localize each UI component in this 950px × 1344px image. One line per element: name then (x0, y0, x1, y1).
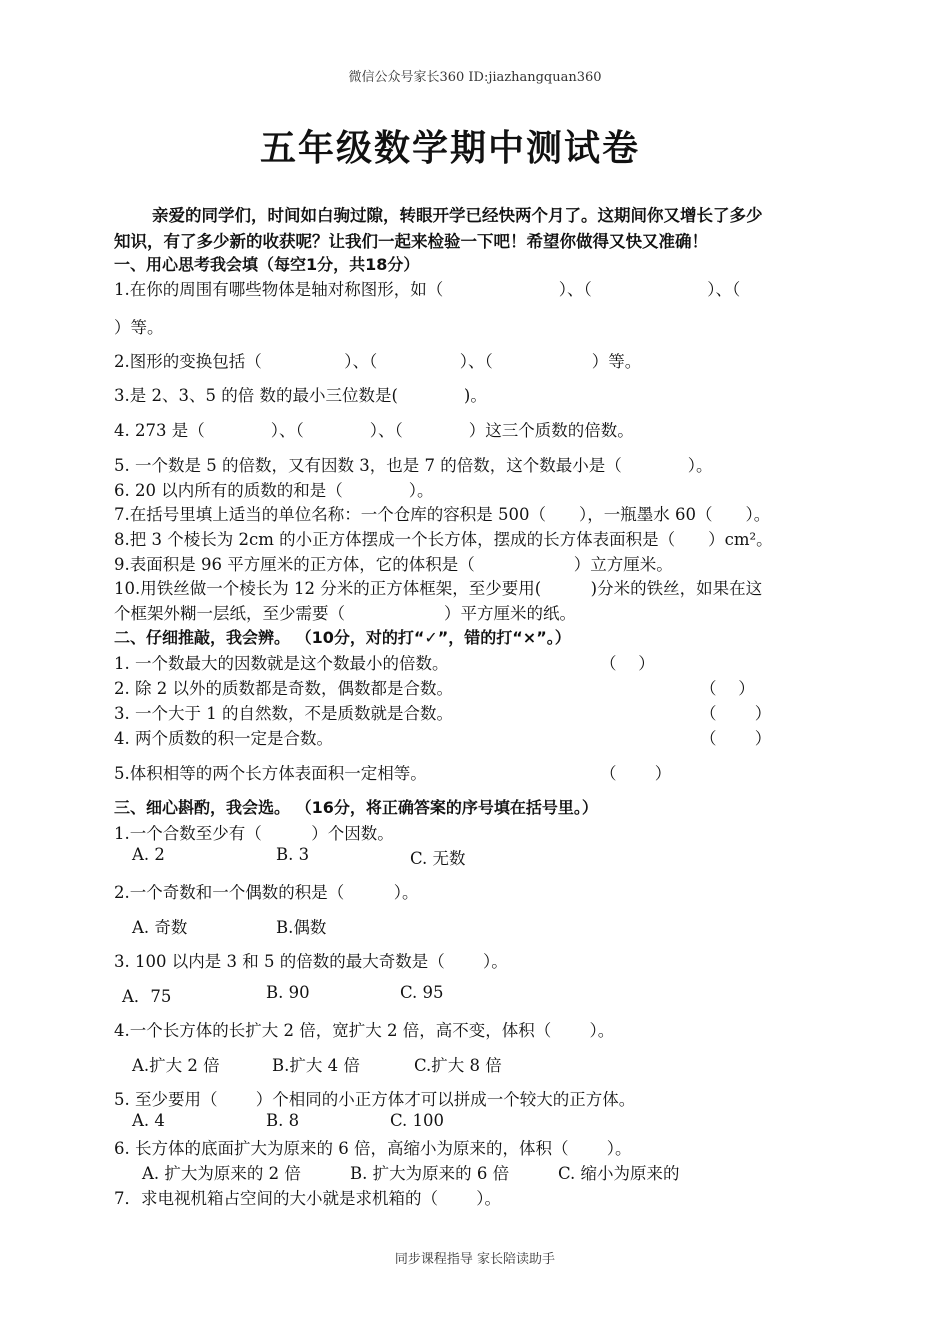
s3-q4-option-b: B.扩大 4 倍 (272, 1056, 360, 1075)
s3-q3-option-a: A．75 (122, 987, 172, 1006)
intro-line-2: 知识，有了多少新的收获呢？让我们一起来检验一下吧！希望你做得又快又准确！ (114, 232, 708, 251)
s3-question-4: 4.一个长方体的长扩大 2 倍，宽扩大 2 倍，高不变，体积（ ）。 (114, 1021, 615, 1040)
s3-q4-option-c: C.扩大 8 倍 (414, 1056, 502, 1075)
s2-item-4-answer-paren[interactable]: （ ） (700, 729, 772, 748)
s2-item-1: 1. 一个数最大的因数就是这个数最小的倍数。 (114, 654, 449, 673)
s2-item-3-answer-paren[interactable]: （ ） (700, 704, 772, 723)
s2-item-2: 2. 除 2 以外的质数都是奇数，偶数都是合数。 (114, 679, 453, 698)
s3-q5-option-a: A. 4 (132, 1111, 165, 1130)
s2-item-3: 3. 一个大于 1 的自然数，不是质数就是合数。 (114, 704, 453, 723)
s1-question-8: 8.把 3 个棱长为 2cm 的小正方体摆成一个长方体，摆成的长方体表面积是（ ）cm²。 (114, 530, 773, 549)
s3-q6-option-c: C. 缩小为原来的 (558, 1164, 680, 1183)
s2-item-2-answer-paren[interactable]: （ ） (700, 679, 755, 698)
s3-q6-option-b: B. 扩大为原来的 6 倍 (350, 1164, 510, 1183)
s1-question-4: 4. 273 是（ ）、（ ）、（ ）这三个质数的倍数。 (114, 421, 634, 440)
s3-question-2: 2.一个奇数和一个偶数的积是（ ）。 (114, 883, 419, 902)
page-header: 微信公众号家长360 ID:jiazhangquan360 (348, 70, 602, 85)
s3-q1-option-c: C. 无数 (410, 849, 466, 868)
s1-question-10b: 个框架外糊一层纸，至少需要（ ）平方厘米的纸。 (114, 604, 576, 623)
page-title: 五年级数学期中测试卷 (259, 128, 640, 169)
section-1-heading: 一、用心思考我会填（每空1分，共18分） (114, 255, 420, 274)
s2-item-4: 4. 两个质数的积一定是合数。 (114, 729, 333, 748)
s3-question-7: 7．求电视机箱占空间的大小就是求机箱的（ ）。 (114, 1189, 501, 1208)
section-3-heading: 三、细心斟酌，我会选。 （16分，将正确答案的序号填在括号里。） (114, 798, 598, 817)
s1-question-10a: 10.用铁丝做一个棱长为 12 分米的正方体框架，至少要用( )分米的铁丝，如果在这 (114, 579, 763, 598)
s3-q4-option-a: A.扩大 2 倍 (132, 1056, 220, 1075)
s1-question-9: 9.表面积是 96 平方厘米的正方体，它的体积是（ ）立方厘米。 (114, 555, 673, 574)
s3-q2-option-b: B.偶数 (276, 918, 327, 937)
s1-question-1a: 1.在你的周围有哪些物体是轴对称图形，如（ ）、（ ）、（ (114, 280, 741, 299)
s3-q2-option-a: A. 奇数 (132, 918, 188, 937)
intro-line-1: 亲爱的同学们，时间如白驹过隙，转眼开学已经快两个月了。这期间你又增长了多少 (152, 206, 763, 225)
s1-question-6: 6. 20 以内所有的质数的和是（ ）。 (114, 481, 434, 500)
s3-q1-option-a: A. 2 (132, 845, 165, 864)
s3-question-3: 3. 100 以内是 3 和 5 的倍数的最大奇数是（ ）。 (114, 952, 508, 971)
section-2-heading: 二、仔细推敲，我会辨。 （10分，对的打“✓”，错的打“×”。） (114, 628, 571, 647)
page-footer: 同步课程指导 家长陪读助手 (394, 1252, 556, 1267)
s3-q6-option-a: A. 扩大为原来的 2 倍 (142, 1164, 301, 1183)
s3-q3-option-b: B. 90 (266, 983, 310, 1002)
s3-q1-option-b: B. 3 (276, 845, 310, 864)
s2-item-5: 5.体积相等的两个长方体表面积一定相等。 (114, 764, 427, 783)
s2-item-1-answer-paren[interactable]: （ ） (600, 654, 655, 673)
s3-question-5: 5. 至少要用（ ）个相同的小正方体才可以拼成一个较大的正方体。 (114, 1090, 636, 1109)
s1-question-5: 5. 一个数是 5 的倍数，又有因数 3，也是 7 的倍数，这个数最小是（ ）。 (114, 456, 713, 475)
s3-q5-option-c: C. 100 (390, 1111, 445, 1130)
s1-question-7: 7.在括号里填上适当的单位名称：一个仓库的容积是 500（ ），一瓶墨水 60（ ）。 (114, 505, 771, 524)
s3-q5-option-b: B. 8 (266, 1111, 300, 1130)
s1-question-1b: ）等。 (114, 318, 164, 337)
s1-question-3: 3.是 2、3、5 的倍 数的最小三位数是( )。 (114, 386, 487, 405)
s1-question-2: 2.图形的变换包括（ ）、（ ）、（ ）等。 (114, 352, 642, 371)
s3-question-1: 1.一个合数至少有（ ）个因数。 (114, 824, 394, 843)
s3-q3-option-c: C. 95 (400, 983, 444, 1002)
s2-item-5-answer-paren[interactable]: （ ） (600, 764, 672, 783)
s3-question-6: 6. 长方体的底面扩大为原来的 6 倍，高缩小为原来的，体积（ ）。 (114, 1139, 632, 1158)
